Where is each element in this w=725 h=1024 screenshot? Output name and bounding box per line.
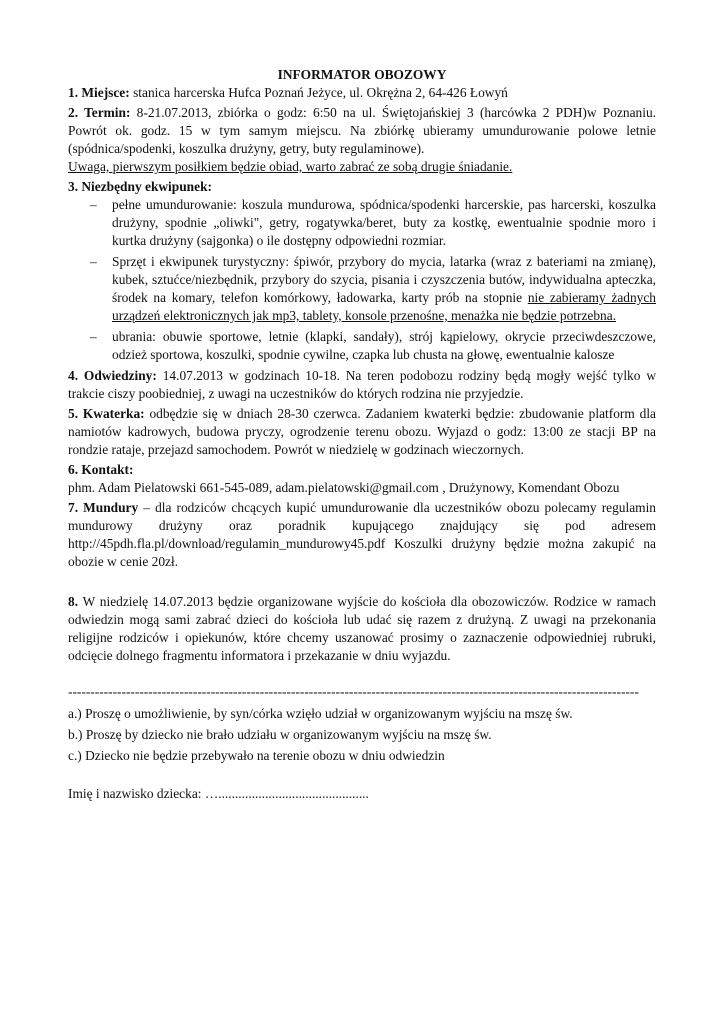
section-mundury-rest	[68, 535, 656, 571]
section-label: 1. Miejsce:	[68, 85, 130, 100]
section-kosciol	[68, 593, 656, 665]
document-title: INFORMATOR OBOZOWY	[277, 67, 447, 82]
section-label: 5. Kwaterka:	[68, 406, 145, 421]
section-mundury	[68, 499, 656, 535]
underlined-note: Uwaga, pierwszym posiłkiem będzie obiad, warto zabrać ze sobą drugie śniadanie.	[68, 159, 513, 174]
child-name-field: Imię i nazwisko dziecka: ….............................................	[68, 786, 369, 801]
list-item	[68, 328, 656, 364]
section-text: odbędzie się w dniach 28-30 czerwca. Zadaniem kwaterki będzie: zbudowanie platform dla namiotów kadrowych, budowa pryczy, ogrodzenie terenu obozu. Wyjazd o godz: 13:00 ze stacji BP na rondzie rataje, przejazd samochodem. Powrót w niedzielę w godzinach wieczornych.	[68, 406, 656, 457]
list-item	[68, 196, 656, 250]
list-item-underlined: nie zabieramy żadnych urządzeń elektronicznych jak mp3, tablety, konsole przenośne, menażka nie będzie potrzebna.	[112, 290, 656, 323]
section-text: – dla rodziców chcących kupić umundurowanie dla uczestników obozu polecamy regulamin mundurowy drużyny oraz poradnik kupującego znajdujący się pod adresem	[68, 500, 656, 533]
section-termin-note	[68, 158, 656, 176]
document-page	[68, 66, 656, 803]
section-ekwipunek-heading	[68, 178, 656, 196]
section-kwaterka	[68, 405, 656, 459]
spacer	[68, 571, 656, 593]
section-odwiedziny	[68, 367, 656, 403]
list-item-text: pełne umundurowanie: koszula mundurowa, spódnica/spodenki harcerskie, pas harcerski, koszulka drużyny, spodnie „oliwki", getry, rogatywka/beret, buty za kostkę, ewentualnie spodnie moro i kurtka drużyny (sajgonka) o ile dostępny odpowiedni rozmiar.	[112, 197, 656, 248]
section-text: 14.07.2013 w godzinach 10-18. Na teren podobozu rodziny będą mogły wejść tylko w trakcie ciszy poobiedniej, z uwagi na uczestników do których rodzina nie przyjedzie.	[68, 368, 656, 401]
section-text: stanica harcerska Hufca Poznań Jeżyce, ul. Okrężna 2, 64-426 Łowyń	[129, 85, 508, 100]
contact-text: phm. Adam Pielatowski 661-545-089, adam.pielatowski@gmail.com , Drużynowy, Komendant Obozu	[68, 480, 620, 495]
dash-bullet: –	[90, 329, 97, 344]
section-label: 4. Odwiedziny:	[68, 368, 157, 383]
section-miejsce	[68, 84, 656, 102]
list-item	[68, 253, 656, 325]
dash-bullet: –	[90, 254, 97, 269]
list-item-text: Sprzęt i ekwipunek turystyczny: śpiwór, przybory do mycia, latarka (wraz z bateriami na zmianę), kubek, sztućce/niezbędnik, przybory do szycia, pisania i czyszczenia butów, indywidualna apteczka, środek na komary, telefon komórkowy, ładowarka, karty prób na stopnie	[112, 254, 656, 305]
section-label: 6. Kontakt:	[68, 462, 134, 477]
section-kontakt-heading	[68, 461, 656, 479]
section-termin	[68, 104, 656, 158]
list-item-text: ubrania: obuwie sportowe, letnie (klapki, sandały), strój kąpielowy, okrycie przeciwdeszczowe, odzież sportowa, koszulki, spodnie cywilne, czapka lub chusta na głowę, ewentualnie kalosze	[112, 329, 656, 362]
section-label: 8.	[68, 594, 79, 609]
option-a: a.) Proszę o umożliwienie, by syn/córka wzięło udział w organizowanym wyjściu na mszę św.	[68, 706, 573, 721]
section-text: http://45pdh.fla.pl/download/regulamin_mundurowy45.pdf Koszulki drużyny będzie można zakupić na obozie w cenie 20zł.	[68, 536, 656, 569]
option-b: b.) Proszę by dziecko nie brało udziału w organizowanym wyjściu na mszę św.	[68, 727, 492, 742]
equipment-list	[68, 196, 656, 364]
section-text: W niedzielę 14.07.2013 będzie organizowane wyjście do kościoła dla obozowiczów. Rodzice w ramach odwiedzin mogą sami zabrać dzieci do kościoła lub udać się razem z drużyną. Z uwagi na przekonania religijne rodziców i opiekunów, które chcemy uszanować prosimy o zaznaczenie odpowiedniej rubruki, odcięcie dolnego fragmentu informatora i przekazanie w dniu wyjazdu.	[68, 594, 656, 663]
cut-line: --------------------------------------------------------------------------------------------------------------------------------	[68, 684, 639, 699]
section-text: 8-21.07.2013, zbiórka o godz: 6:50 na ul. Świętojańskiej 3 (harcówka 2 PDH)w Poznaniu. Powrót ok. godz. 15 w tym samym miejscu. Na zbiórkę ubieramy umundurowanie polowe letnie (spódnica/spodenki, koszulka drużyny, getry, buty regulaminowe).	[68, 105, 656, 156]
dash-bullet: –	[90, 197, 97, 212]
section-label: 7. Mundury	[68, 500, 139, 515]
section-label: 2. Termin:	[68, 105, 131, 120]
option-c: c.) Dziecko nie będzie przebywało na terenie obozu w dniu odwiedzin	[68, 748, 445, 763]
section-kontakt	[68, 479, 656, 497]
section-label: 3. Niezbędny ekwipunek:	[68, 179, 212, 194]
